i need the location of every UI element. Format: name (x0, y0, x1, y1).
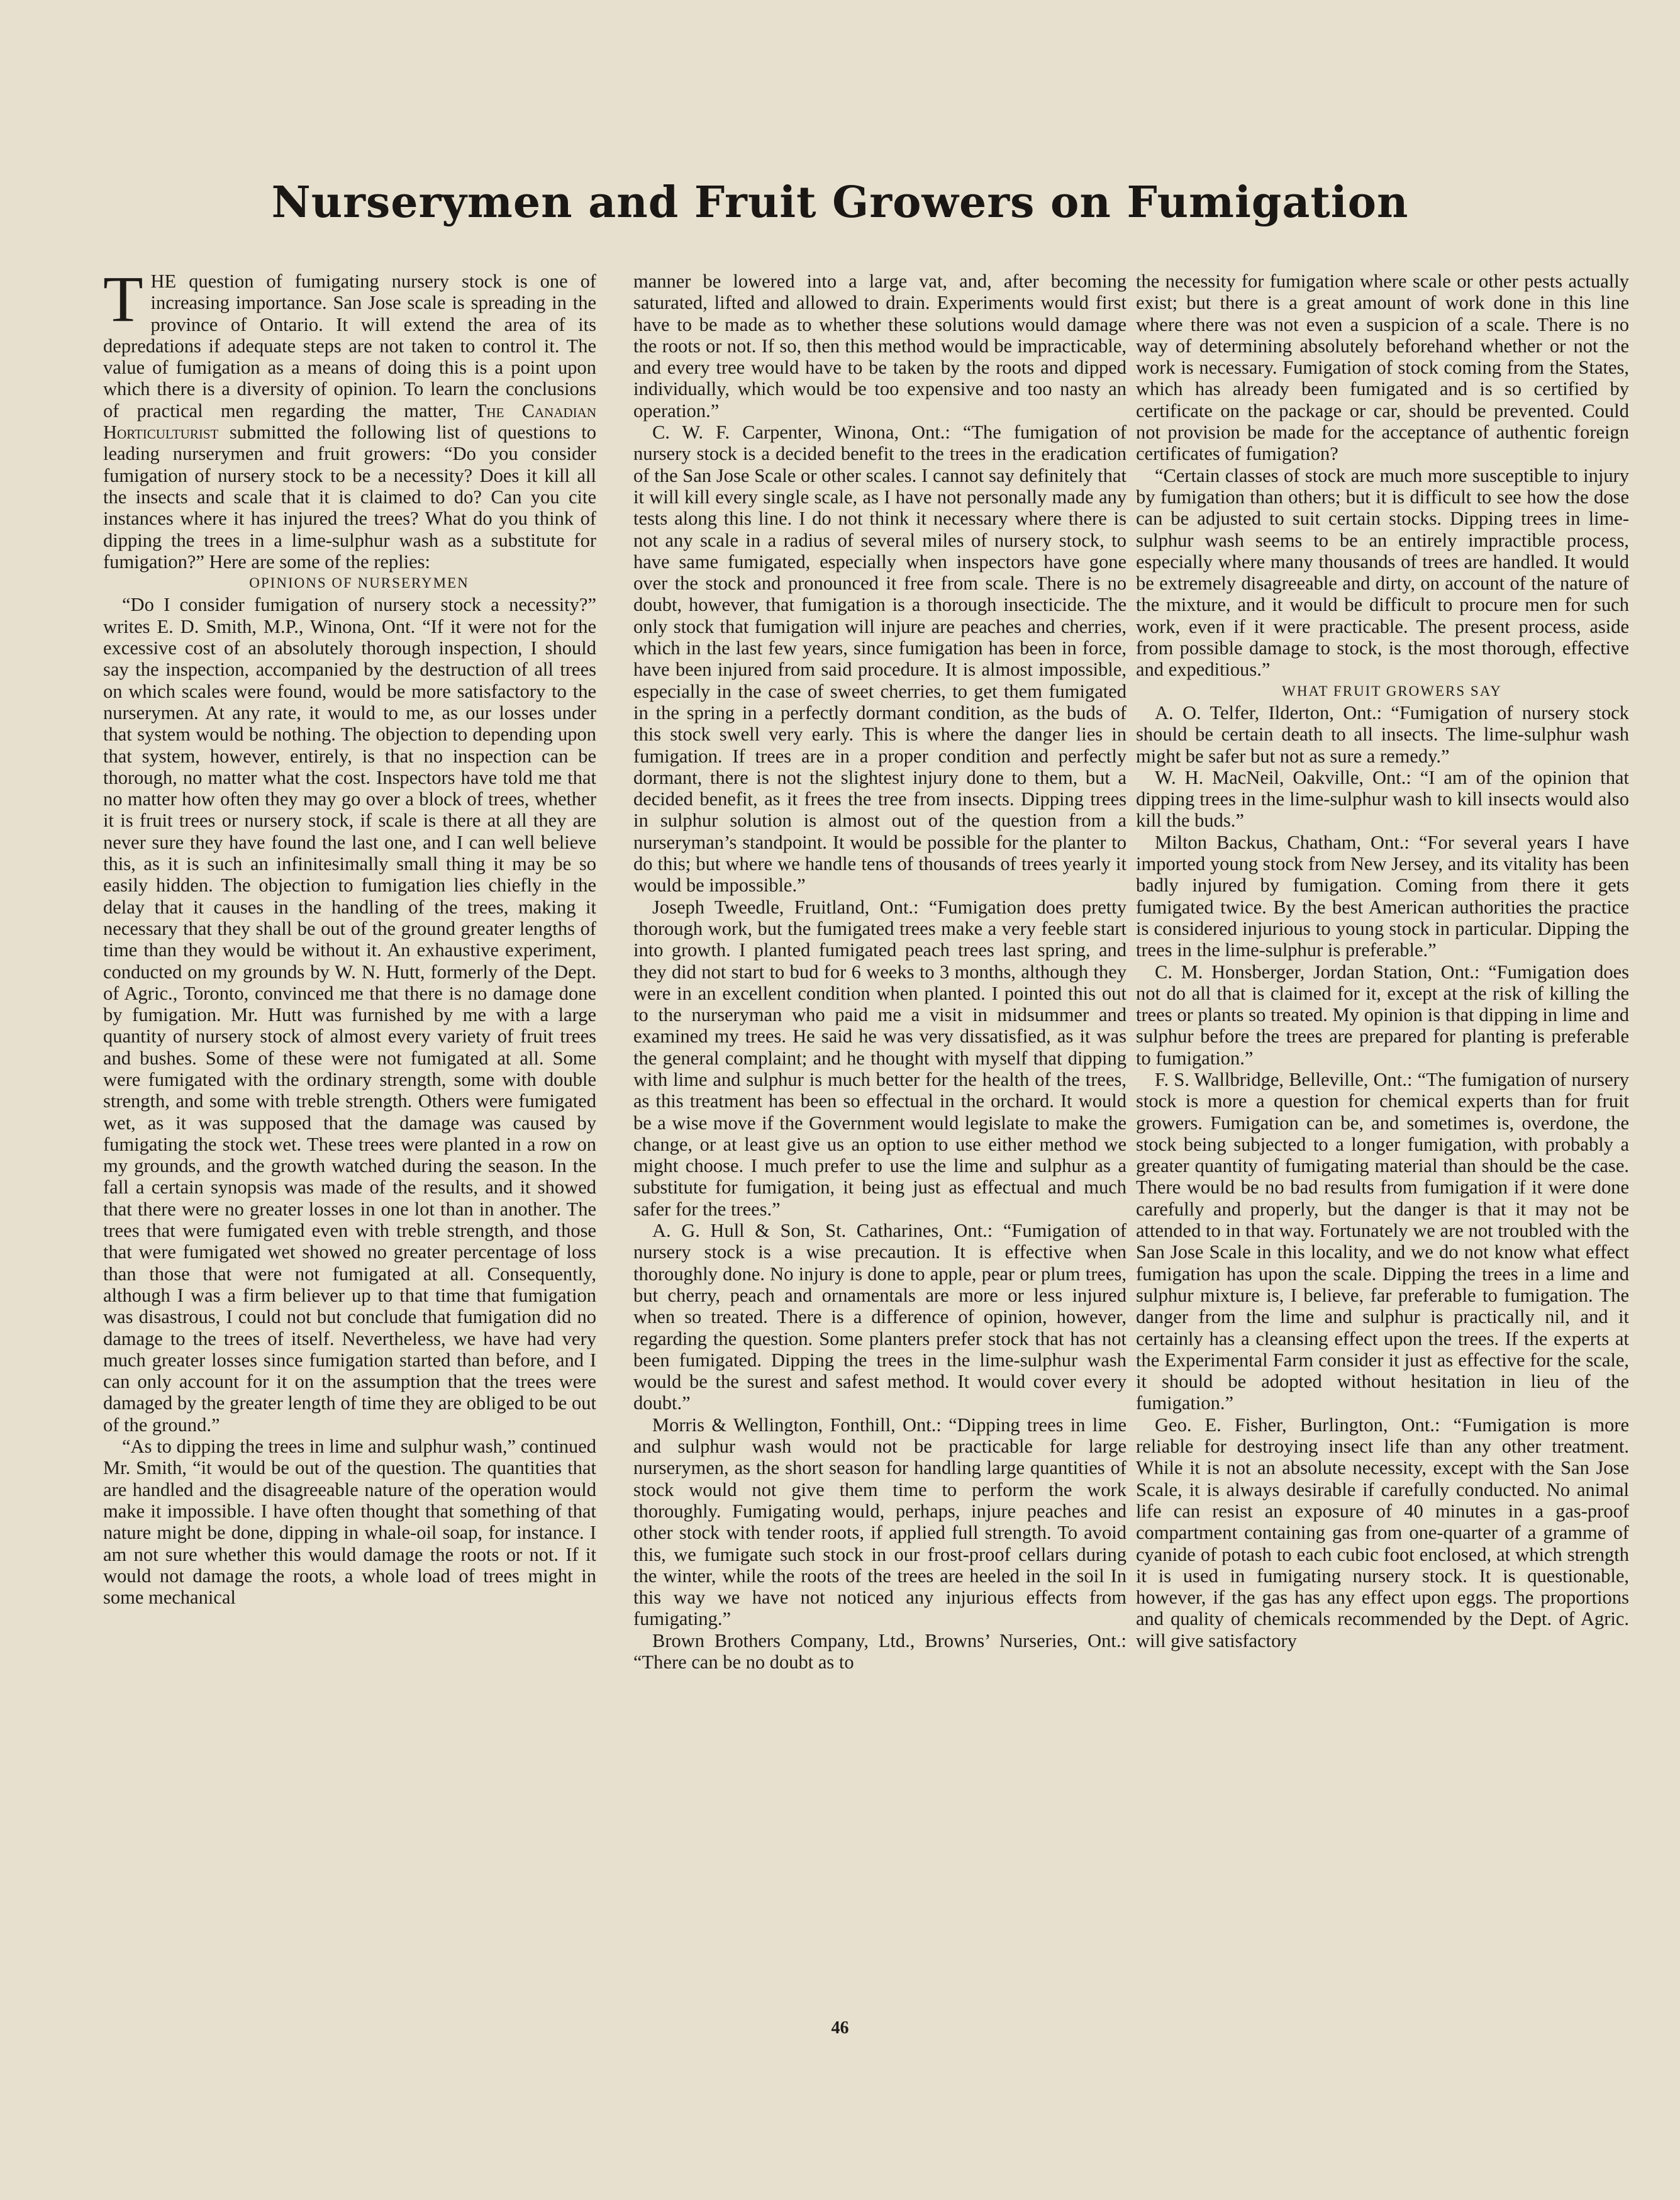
paragraph: Morris & Wellington, Fonthill, Ont.: “Dipping trees in lime and sulphur wash would not be practicable for large nurserymen, as the short season for handling large quantities of stock would not give them time to perform the work thoroughly. Fumigating would, perhaps, injure peaches and other stock with tender roots, if applied full strength. To avoid this, we fumigate such stock in our frost-proof cellars during the winter, while the roots of the trees are heeled in the soil In this way we have not noticed any injurious effects from fumigating.” (633, 1414, 1126, 1630)
article-title: Nurserymen and Fruit Growers on Fumigation (271, 177, 1409, 228)
paragraph: C. M. Honsberger, Jordan Station, Ont.: “Fumigation does not do all that is claimed for it, except at the risk of killing the trees or plants so treated. My opinion is that dipping in lime and sulphur before the trees are prepared for planting is preferable to fumigation.” (1136, 961, 1629, 1069)
paragraph: the necessity for fumigation where scale or other pests actually exist; but there is a great amount of work done in this line where there was not even a suspicion of a scale. There is no way of determining absolutely beforehand whether or not the work is necessary. Fumigation of stock coming from the States, which has already been fumigated and is so certified by certificate on the package or car, should be prevented. Could not provision be made for the acceptance of authentic foreign certificates of fumigation? (1136, 271, 1629, 465)
paragraph: manner be lowered into a large vat, and, after becoming saturated, lifted and allowed to drain. Experiments would first have to be made as to whether these solutions would damage the roots or not. If so, then this method would be impracticable, and every tree would have to be taken by the roots and dipped individually, which would be too expensive and too nasty an operation.” (633, 271, 1126, 422)
intro-text-end: submitted the following list of questions to leading nurserymen and fruit growers: “Do you consider fumigation of nursery stock to be a necessity? Does it kill all the insects and scale that it is claimed to do? Can you cite instances where it has injured the trees? What do you think of dipping the trees in a lime-sulphur wash as a substitute for fumigation?” Here are some of the replies: (103, 422, 596, 572)
paragraph: “Do I consider fumigation of nursery stock a necessity?” writes E. D. Smith, M.P., Winona, Ont. “If it were not for the excessive cost of an absolutely thorough inspection, I should say the inspection, accompanied by the destruction of all trees on which scales were found, would be more satisfactory to the nurserymen. At any rate, it would to me, as our losses under that system would be nothing. The objection to depending upon that system, however, entirely, is that no inspection can be thorough, no matter what the cost. Inspectors have told me that no matter how often they may go over a block of trees, whether it is fruit trees or nursery stock, if scale is there at all they are never sure they have found the last one, and I can well believe this, as it is such an infinitesimally small thing it may be so easily hidden. The objection to fumigation lies chiefly in the delay that it causes in the handling of the trees, making it necessary that they shall be out of the ground greater lengths of time than they would be without it. An exhaustive experiment, conducted on my grounds by W. N. Hutt, formerly of the Dept. of Agric., Toronto, convinced me that there is no damage done by fumigation. Mr. Hutt was furnished by me with a large quantity of nursery stock of almost every variety of fruit trees and bushes. Some of these were not fumigated at all. Some were fumigated with the ordinary strength, some with double strength, and some with treble strength. Others were fumigated wet, as it was supposed that the damage was caused by fumigating the stock wet. These trees were planted in a row on my grounds, and the growth watched during the season. In the fall a certain synopsis was made of the results, and it showed that there were no greater losses in one lot than in another. The trees that were fumigated even with treble strength, and those that were fumigated wet showed no greater percentage of loss than those that were not fumigated at all. Consequently, although I was a firm believer up to that time that fumigation was disastrous, I could not but conclude that fumigation did no damage to the trees of itself. Nevertheless, we have had very much greater losses since fumigation started than before, and I can only account for it on the assumption that the trees were damaged by the greater length of time they are obliged to be out of the ground.” (103, 594, 596, 1436)
paragraph: “As to dipping the trees in lime and sulphur wash,” continued Mr. Smith, “it would be out of the question. The quantities that are handled and the disagreeable nature of the operation would make it impossible. I have often thought that something of that nature might be done, dipping in whale-oil soap, for instance. I am not sure whether this would damage the roots or not. If it would not damage the roots, a whole load of trees might in some mechanical (103, 1436, 596, 1609)
paragraph: W. H. MacNeil, Oakville, Ont.: “I am of the opinion that dipping trees in the lime-sulphur wash to kill insects would also kill the buds.” (1136, 766, 1629, 832)
paragraph: Geo. E. Fisher, Burlington, Ont.: “Fumigation is more reliable for destroying insect life than any other treatment. While it is not an absolute necessity, except with the San Jose Scale, it is always desirable if carefully conducted. No animal life can resist an exposure of 40 minutes in a gas-proof compartment containing gas from one-quarter of a gramme of cyanide of potash to each cubic foot enclosed, at which strength it is used in fumigating nursery stock. It is questionable, however, if the gas has any effect upon eggs. The proportions and quality of chemicals recommended by the Dept. of Agric. will give satisfactory (1136, 1414, 1629, 1651)
section-heading-fruit-growers: WHAT FRUIT GROWERS SAY (1282, 683, 1502, 699)
paragraph: Joseph Tweedle, Fruitland, Ont.: “Fumigation does pretty thorough work, but the fumigated trees make a very feeble start into growth. I planted fumigated peach trees last spring, and they did not start to bud for 6 weeks to 3 months, although they were in an excellent condition when planted. I pointed this out to the nurseryman who paid me a visit in midsummer and examined my trees. He said he was very dissatisfied, as it was the general complaint; and he thought with myself that dipping with lime and sulphur is much better for the health of the trees, as this treatment has been so effectual in the orchard. It would be a wise move if the Government would legislate to make the change, or at least give us an option to use either method we might choose. I much prefer to use the lime and sulphur as a substitute for fumigation, it being just as effectual and much safer for the trees.” (633, 896, 1126, 1220)
intro-text: HE question of fumigating nursery stock is one of increasing importance. San Jose scale is spreading in the province of Ontario. It will extend the area of its depredations if adequate steps are not taken to control it. The value of fumigation as a means of doing this is a point upon which there is a diversity of opinion. To learn the conclusions of practical men regarding the matter, (103, 271, 596, 422)
intro-paragraph (103, 263, 596, 572)
publication-name: The Canadian Horticulturist (103, 399, 596, 444)
column-2 (633, 271, 1126, 1673)
column-3 (1136, 271, 1629, 1651)
drop-cap: T (103, 263, 143, 335)
column-1 (103, 263, 596, 1609)
page-number: 46 (831, 2018, 849, 2038)
paragraph: F. S. Wallbridge, Belleville, Ont.: “The fumigation of nursery stock is more a question for chemical experts than for fruit growers. Fumigation can be, and sometimes is, overdone, the stock being subjected to a longer fumigation, with probably a greater quantity of fumigating material than should be the case. There would be no bad results from fumigation if it were done carefully and properly, but the danger is that it may not be attended to in that way. Fortunately we are not troubled with the San Jose Scale in this locality, and we do not know what effect fumigation has upon the scale. Dipping the trees in a lime and sulphur mixture is, I believe, far preferable to fumigation. The danger from the lime and sulphur is practically nil, and it certainly has a cleansing effect upon the trees. If the experts at the Experimental Farm consider it just as effective for the scale, it should be adopted without hesitation in lieu of the fumigation.” (1136, 1068, 1629, 1414)
section-heading-nurserymen: OPINIONS OF NURSERYMEN (249, 575, 469, 591)
paragraph: A. O. Telfer, Ilderton, Ont.: “Fumigation of nursery stock should be certain death to all insects. The lime-sulphur wash might be safer but not as sure a remedy.” (1136, 701, 1629, 767)
paragraph: C. W. F. Carpenter, Winona, Ont.: “The fumigation of nursery stock is a decided benefit to the trees in the eradication of the San Jose Scale or other scales. I cannot say definitely that it will kill every single scale, as I have not personally made any tests along this line. I do not think it necessary where there is not any scale in a radius of several miles of nursery stock, to have same fumigated, especially when inspectors have gone over the stock and pronounced it free from scale. There is no doubt, however, that fumigation is a thorough insecticide. The only stock that fumigation will injure are peaches and cherries, which in the last few years, since fumigation has been in force, have been injured from said procedure. It is almost impossible, especially in the case of sweet cherries, to get them fumigated in the spring in a perfectly dormant condition, as the buds of this stock swell very early. This is where the danger lies in fumigation. If trees are in a proper condition and perfectly dormant, there is not the slightest injury done to them, but a decided benefit, as it frees the tree from insects. Dipping trees in sulphur solution is almost out of the question from a nurseryman’s standpoint. It would be possible for the planter to do this; but where we handle tens of thousands of trees yearly it would be impossible.” (633, 422, 1126, 896)
paragraph: “Certain classes of stock are much more susceptible to injury by fumigation than others; but it is difficult to see how the dose can be adjusted to suit certain stocks. Dipping trees in lime-sulphur wash seems to be an entirely impractible process, especially where many thousands of trees are handled. It would be extremely disagreeable and dirty, on account of the nature of the mixture, and it would be difficult to procure men for such work, even if it were practicable. The present process, aside from possible damage to stock, is the most thorough, effective and expeditious.” (1136, 464, 1629, 681)
paragraph: A. G. Hull & Son, St. Catharines, Ont.: “Fumigation of nursery stock is a wise precaution. It is effective when thoroughly done. No injury is done to apple, pear or plum trees, but cherry, peach and ornamentals are more or less injured when so treated. There is a difference of opinion, however, regarding the question. Some planters prefer stock that has not been fumigated. Dipping the trees in the lime-sulphur wash would be the surest and safest method. It would cover every doubt.” (633, 1220, 1126, 1414)
paragraph: Milton Backus, Chatham, Ont.: “For several years I have imported young stock from New Jersey, and its vitality has been badly injured by fumigation. Coming from there it gets fumigated twice. By the best American authorities the practice is considered injurious to young stock in particular. Dipping the trees in the lime-sulphur is preferable.” (1136, 831, 1629, 961)
paragraph: Brown Brothers Company, Ltd., Browns’ Nurseries, Ont.: “There can be no doubt as to (633, 1629, 1126, 1673)
